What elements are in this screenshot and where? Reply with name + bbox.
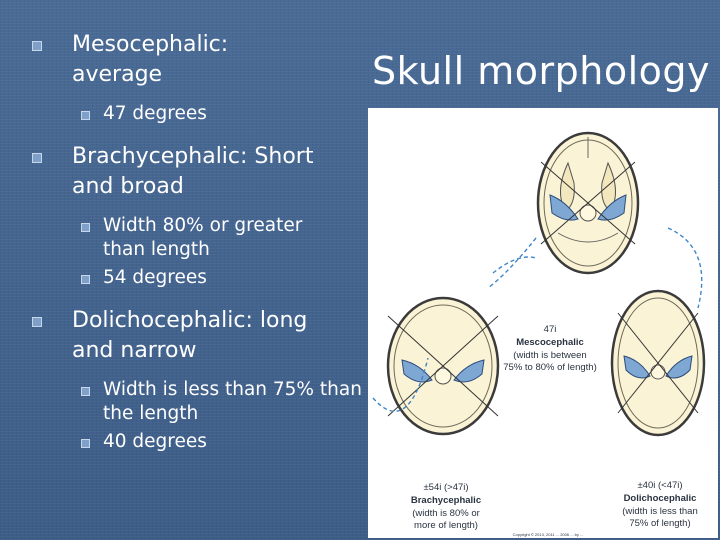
bullet-marker bbox=[32, 41, 42, 51]
brachy-desc2: more of length) bbox=[414, 520, 478, 531]
bullet-text: Brachycephalic: Short and broad bbox=[72, 144, 314, 199]
bullet-marker bbox=[32, 153, 42, 163]
sub-bullet-text: 54 degrees bbox=[103, 267, 207, 288]
skull-morphology-figure bbox=[368, 108, 718, 538]
dolicho-desc2: 75% of length) bbox=[629, 518, 691, 529]
sub-bullet-marker bbox=[81, 387, 90, 396]
sub-bullet-text: Width 80% or greater than length bbox=[103, 215, 303, 260]
bullet-mesocephalic bbox=[22, 30, 362, 90]
brachycephalic-skull bbox=[388, 298, 498, 434]
sub-bullet-text: Width is less than 75% than the length bbox=[103, 379, 362, 424]
sub-bullet-marker bbox=[81, 223, 90, 232]
sub-bullet bbox=[22, 430, 362, 454]
meso-desc2: 75% to 80% of length) bbox=[503, 362, 597, 373]
bullet-brachycephalic bbox=[22, 142, 362, 202]
sub-bullet bbox=[22, 266, 362, 290]
mescocephalic-skull bbox=[538, 133, 638, 273]
brachy-desc1: (width is 80% or bbox=[412, 508, 480, 519]
bullet-text: Dolichocephalic: long and narrow bbox=[72, 308, 308, 363]
sub-bullet-text: 40 degrees bbox=[103, 431, 207, 452]
copyright-line: Copyright © 2013, 2011 ... 2006 ... by ... bbox=[512, 532, 584, 537]
bullet-marker bbox=[32, 317, 42, 327]
bullet-list bbox=[22, 30, 362, 454]
bullet-dolichocephalic bbox=[22, 306, 362, 366]
sub-bullet-marker bbox=[81, 275, 90, 284]
sub-bullet-marker bbox=[81, 439, 90, 448]
dolicho-desc1: (width is less than bbox=[622, 506, 698, 517]
brachy-angle: ±54i (>47i) bbox=[423, 482, 469, 493]
meso-angle: 47i bbox=[543, 324, 557, 335]
dolichocephalic-caption bbox=[622, 480, 698, 529]
sub-bullet bbox=[22, 214, 362, 262]
slide-title: Skull morphology bbox=[372, 49, 710, 93]
dolicho-name: Dolichocephalic bbox=[623, 493, 697, 504]
sub-bullet bbox=[22, 378, 362, 426]
sub-bullet bbox=[22, 102, 362, 126]
meso-desc1: (width is between bbox=[513, 350, 587, 361]
meso-name: Mescocephalic bbox=[516, 337, 584, 348]
mescocephalic-caption bbox=[503, 324, 596, 373]
sub-bullet-marker bbox=[81, 111, 90, 120]
brachy-name: Brachycephalic bbox=[410, 495, 482, 506]
sub-bullet-text: 47 degrees bbox=[103, 103, 207, 124]
skull-diagram bbox=[368, 108, 718, 538]
dolicho-angle: ±40i (<47i) bbox=[637, 480, 683, 491]
brachycephalic-caption bbox=[411, 482, 481, 531]
dolichocephalic-skull bbox=[612, 291, 704, 435]
bullet-text: Mesocephalic: average bbox=[72, 32, 229, 87]
